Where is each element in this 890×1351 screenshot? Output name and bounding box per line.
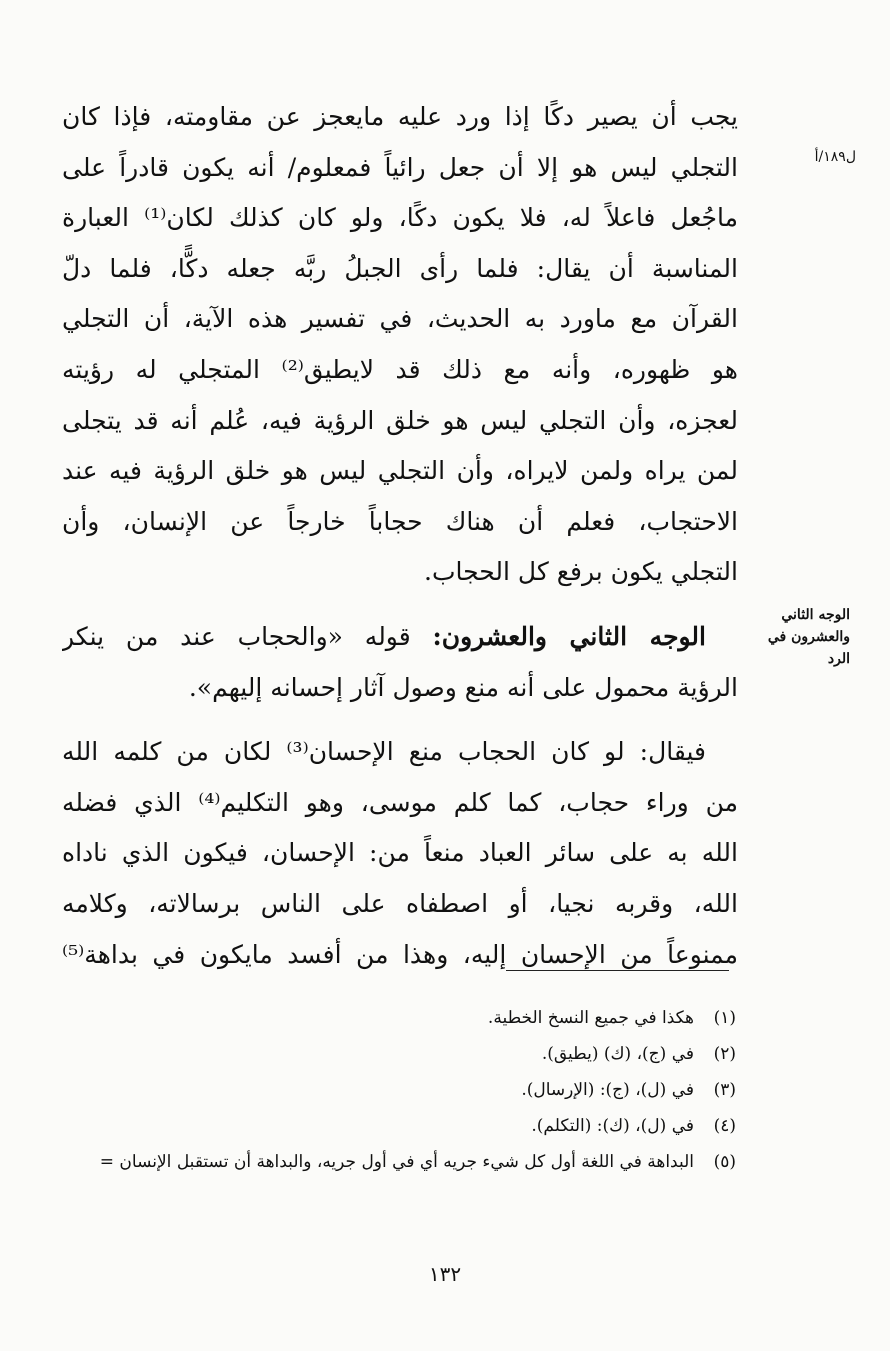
text-line: الله به على سائر العباد منعاً من: الإحسان، فيكون الذي ناداه [62,838,738,868]
footnote-text: هكذا في جميع النسخ الخطية. [487,1008,694,1028]
footnote-text: البداهة في اللغة أول كل شيء جريه أي في أول جريه، والبداهة أن تستقبل الإنسان = [99,1152,694,1172]
footnote-number: (٢) [713,1044,736,1064]
text-line: التجلي ليس هو إلا أن جعل رائياً فمعلوم/ أنه يكون قادراً على [62,152,738,182]
footnote-text: في (ل)، (ج): (الإرسال). [521,1080,694,1100]
text-line: لعجزه، وأن التجلي ليس هو خلق الرؤية فيه، عُلم أنه قد يتجلى [62,405,738,435]
text-line: التجلي يكون برفع كل الحجاب. [424,557,738,587]
text-line: الاحتجاب، فعلم أن هناك حجاباً خارجاً عن الإنسان، وأن [62,506,738,536]
text-line: الله، وقربه نجيا، أو اصطفاه على الناس برسالاته، وكلامه [62,888,738,918]
section-line-rest: قوله «والحجاب عند من ينكر [62,621,433,651]
section-heading: الوجه الثاني والعشرون: [432,621,706,651]
footnote-number: (٥) [713,1152,736,1172]
footnote-text: في (ل)، (ك): (التكلم). [531,1116,694,1136]
paragraph-gap [62,713,738,727]
text-line: ماجُعل فاعلاً له، فلا يكون دكًا، ولو كان كذلك لكان⁽¹⁾ العبارة [62,203,738,233]
text-line: هو ظهوره، وأنه مع ذلك قد لايطيق⁽²⁾ المتجلي له رؤيته [62,354,738,384]
text-line: الرؤية محمول على أنه منع وصول آثار إحسانه إليهم». [188,672,738,702]
paragraph-gap [62,598,738,612]
footnote [20,1108,736,1144]
text-line: يجب أن يصير دكًا إذا ورد عليه مايعجز عن مقاومته، فإذا كان [62,102,738,131]
footnote [20,1072,736,1108]
text-line: ممنوعاً من الإحسان إليه، وهذا من أفسد مايكون في بداهة⁽⁵⁾ [62,939,738,969]
footnote-text: في (ج)، (ك) (يطيق). [541,1044,694,1064]
footnote-separator [506,970,729,971]
text-line: من وراء حجاب، كما كلم موسى، وهو التكليم⁽⁴⁾ الذي فضله [62,787,738,817]
text-line: المناسبة أن يقال: فلما رأى الجبلُ ربَّه جعله دكًّا، فلما دلّ [62,253,738,283]
footnotes [20,1000,736,1180]
main-text [62,92,738,980]
text-line: لمن يراه ولمن لايراه، وأن التجلي ليس هو خلق الرؤية فيه عند [62,456,738,486]
section-line [62,612,738,663]
text-line: فيقال: لو كان الحجاب منع الإحسان⁽³⁾ لكان من كلمه الله [62,737,706,767]
footnote [20,1144,736,1180]
side-heading: الوجه الثاني والعشرون في الرد [767,607,850,667]
footnote-number: (١) [713,1008,736,1028]
footnote [20,1000,736,1036]
footnote-number: (٣) [713,1080,736,1100]
footnote [20,1036,736,1072]
page-number: ١٣٢ [428,1262,462,1286]
folio-reference: ل١٨٩/أ [814,149,856,165]
text-line: القرآن مع ماورد به الحديث، في تفسير هذه الآية، أن التجلي [62,304,738,334]
footnote-number: (٤) [713,1116,736,1136]
